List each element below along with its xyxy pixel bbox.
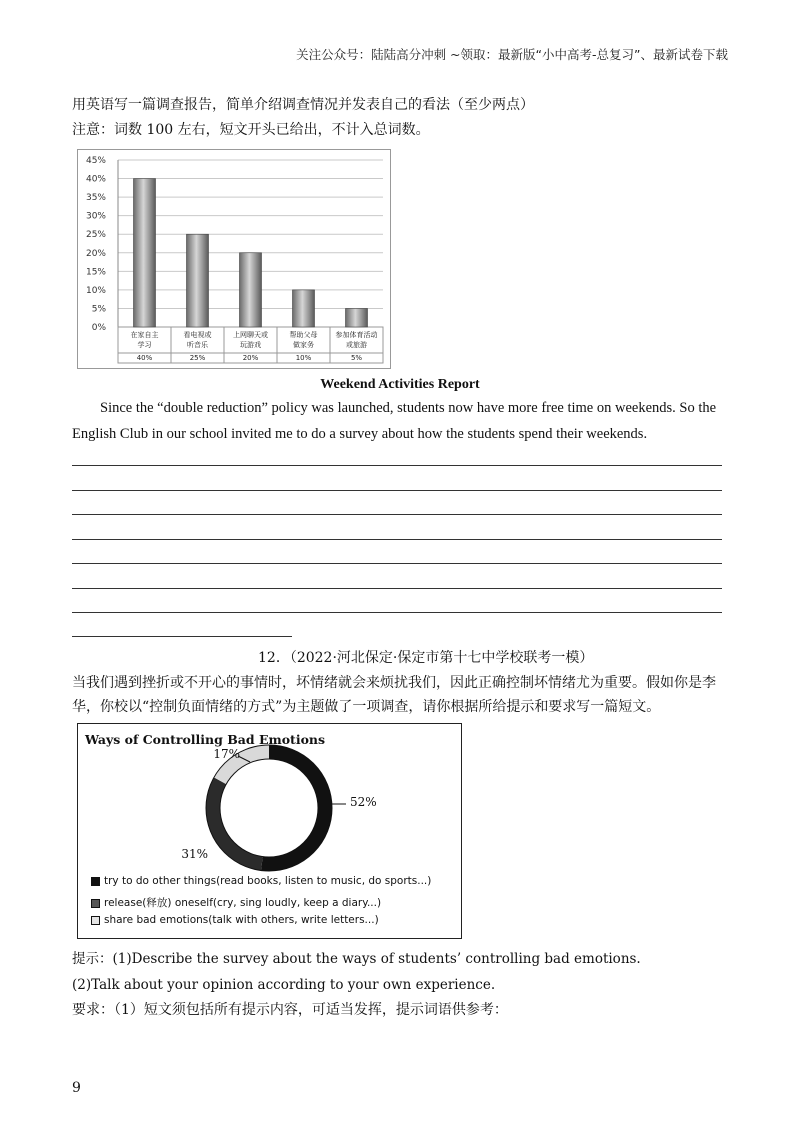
legend-swatch-2 [91,899,100,908]
bar-value-label: 5% [350,354,363,362]
answer-line-short [72,636,292,637]
x-category-label: 帮助父母 [289,331,318,339]
legend-label-3: share bad emotions(talk with others, write letters...) [104,914,379,926]
question-12-heading: 12．（2022·河北保定·保定市第十七中学校联考一模） [258,650,594,666]
emotions-pie-chart [77,723,462,939]
legend-label-2: release(释放) oneself(cry, sing loudly, keep a diary...) [104,897,382,909]
bar [187,234,209,327]
bar-value-label: 20% [242,354,259,362]
y-tick-label: 40% [85,174,106,185]
x-category-label: 看电视或 [183,331,212,339]
slice-value-label: 31% [181,847,208,861]
y-tick-label: 45% [85,156,106,166]
x-category-label: 听音乐 [187,341,208,349]
legend-item-2 [91,895,381,910]
legend-item-1 [91,875,431,887]
answer-line [72,612,722,613]
x-category-label: 或旅游 [346,341,367,349]
bar [240,253,262,327]
answer-line [72,563,722,564]
answer-line [72,490,722,491]
y-tick-label: 20% [85,248,106,259]
bar [134,179,156,327]
bar-chart-svg [78,150,390,368]
page-header: 关注公众号：陆陆高分冲刺 ~领取：最新版“小中高考-总复习”、最新试卷下载 [296,47,728,62]
legend-swatch-3 [91,916,100,925]
bar [293,290,315,327]
bar-value-label: 40% [136,354,153,362]
x-category-label: 在家自主 [130,331,159,339]
page-number: 9 [72,1080,81,1096]
y-tick-label: 25% [85,230,106,241]
x-category-label: 参加体育活动 [335,331,378,339]
answer-line [72,539,722,540]
y-tick-label: 5% [91,304,106,315]
legend-item-3 [91,914,379,926]
y-tick-label: 0% [91,323,106,333]
slice-value-label: 17% [213,747,240,761]
hint-1: 提示：(1)Describe the survey about the ways of students’ controlling bad emotions. [72,951,641,967]
requirement: 要求：（1）短文须包括所有提示内容，可适当发挥，提示词语供参考： [72,1002,508,1018]
answer-line [72,588,722,589]
report-title: Weekend Activities Report [320,377,480,392]
y-tick-label: 10% [85,285,106,296]
bar-value-label: 25% [189,354,206,362]
report-line-2: English Club in our school invited me to do a survey about how the students spend their weekends. [72,426,648,442]
pie-title: Ways of Controlling Bad Emotions [84,732,326,747]
x-category-label: 学习 [137,341,152,349]
y-tick-label: 30% [85,211,106,222]
legend-swatch-1 [91,877,100,886]
task-instruction: 用英语写一篇调查报告，简单介绍调查情况并发表自己的看法（至少两点） [72,97,534,113]
bar-value-label: 10% [295,354,312,362]
x-category-label: 上网聊天或 [233,331,268,339]
ring-outline [220,759,318,857]
answer-line [72,514,722,515]
question-12-line-2: 华，你校以“控制负面情绪的方式”为主题做了一项调查，请你根据所给提示和要求写一篇短文。 [72,699,661,715]
x-category-label: 玩游戏 [240,341,261,349]
y-tick-label: 15% [85,267,106,278]
x-category-label: 做家务 [293,341,314,349]
question-12-line-1: 当我们遇到挫折或不开心的事情时，坏情绪就会来烦扰我们，因此正确控制坏情绪尤为重要。假如你是李 [72,675,716,691]
report-line-1: Since the “double reduction” policy was launched, students now have more free time on weekends. So the [100,400,717,416]
bar [346,308,368,327]
y-tick-label: 35% [85,193,106,204]
hint-2: (2)Talk about your opinion according to your own experience. [72,977,496,993]
legend-label-1: try to do other things(read books, listen to music, do sports...) [104,875,432,887]
answer-line [72,465,722,466]
weekend-bar-chart [77,149,391,369]
task-note: 注意：词数 100 左右，短文开头已给出，不计入总词数。 [72,122,430,138]
slice-value-label: 52% [350,795,377,809]
